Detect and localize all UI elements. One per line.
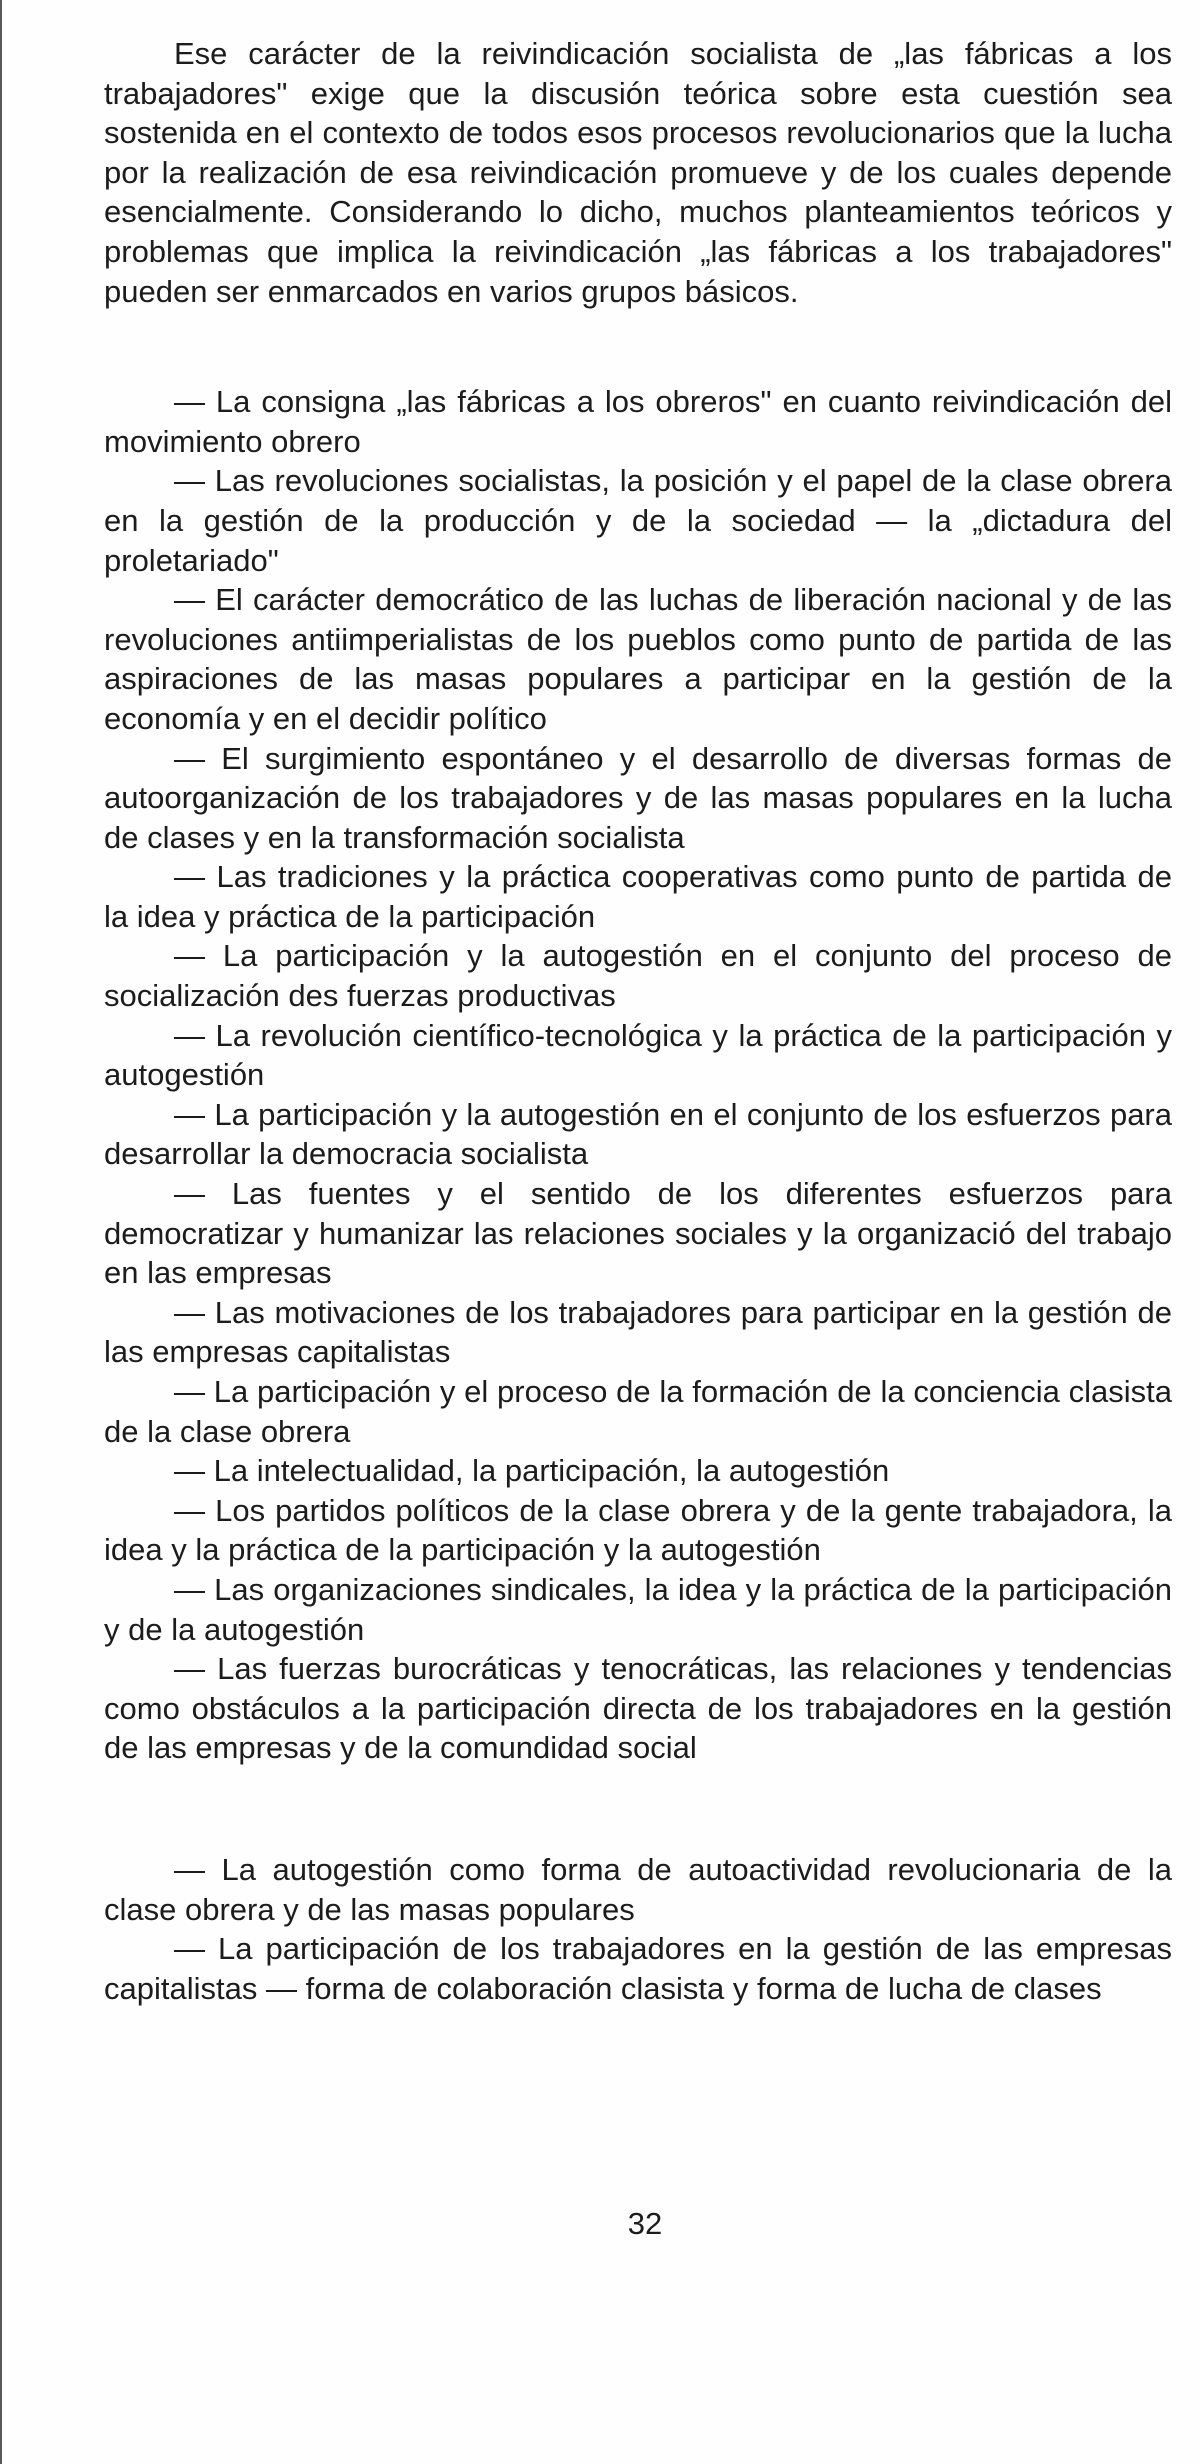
list-item: — La intelectualidad, la participación, la autogestión <box>174 1453 890 1489</box>
list-item: — El surgimiento espontáneo y el desarrollo de diversas formas de autoorganización de los trabajadores y de las masas populares en la lucha de clases y en la transformación socialista <box>104 740 1172 855</box>
list-item: — Las tradiciones y la práctica cooperativas como punto de partida de la idea y práctica de la participación <box>104 859 1172 934</box>
list-item: — Las organizaciones sindicales, la idea y la práctica de la participación y de la autogestión <box>104 1571 1172 1647</box>
list-item: — La participación y la autogestión en el conjunto de los esfuerzos para desarrollar la democracia socialista <box>104 1096 1172 1172</box>
list-item: — Las fuentes y el sentido de los diferentes esfuerzos para democratizar y humanizar las relaciones sociales y la organizació del trabajo en las empresas <box>104 1176 1172 1291</box>
topic-list-1 <box>104 382 1172 1768</box>
text-column <box>104 34 1172 2008</box>
list-item: — La participación y el proceso de la formación de la conciencia clasista de la clase obrera <box>104 1374 1172 1449</box>
intro-paragraph: Ese carácter de la reivindicación socialista de „las fábricas a los trabajadores" exige que la discusión teórica sobre esta cuestión sea sostenida en el contexto de todos esos procesos revolucionarios que la lucha por la realización de esa reivindicación promueve y de los cuales depende esencialmente. Considerando lo dicho, muchos planteamientos teóricos y problemas que implica la reivindicación „las fábricas a los trabajadores" pueden ser enmarcados en varios grupos básicos. <box>104 36 1172 309</box>
list-item: — La revolución científico-tecnológica y la práctica de la participación y autogestión <box>104 1017 1172 1093</box>
list-item: — La participación de los trabajadores en la gestión de las empresas capitalistas — forma de colaboración clasista y forma de lucha de clases <box>104 1931 1172 2006</box>
list-item: — La consigna „las fábricas a los obreros" en cuanto reivindicación del movimiento obrero <box>104 384 1172 459</box>
list-item: — Las revoluciones socialistas, la posición y el papel de la clase obrera en la gestión de la producción y de la sociedad — la „dictadura del proletariado" <box>104 463 1172 578</box>
list-item: — La participación y la autogestión en el conjunto del proceso de socialización des fuerzas productivas <box>104 938 1172 1014</box>
list-item: — Las fuerzas burocráticas y tenocráticas, las relaciones y tendencias como obstáculos a la participación directa de los trabajadores en la gestión de las empresas y de la comundidad social <box>104 1651 1172 1766</box>
page-left-edge <box>0 0 2 2464</box>
list-item: — Las motivaciones de los trabajadores para participar en la gestión de las empresas capitalistas <box>104 1294 1172 1370</box>
page-number: 32 <box>627 2206 663 2241</box>
list-item: — El carácter democrático de las luchas de liberación nacional y de las revoluciones antiimperialistas de los pueblos como punto de partida de las aspiraciones de las masas populares a participar en la gestión de la economía y en el decidir político <box>104 582 1172 736</box>
list-item: — La autogestión como forma de autoactividad revolucionaria de la clase obrera y de las masas populares <box>104 1851 1172 1927</box>
list-item: — Los partidos políticos de la clase obrera y de la gente trabajadora, la idea y la práctica de la participación y la autogestión <box>104 1492 1172 1568</box>
topic-list-2 <box>104 1850 1172 2008</box>
